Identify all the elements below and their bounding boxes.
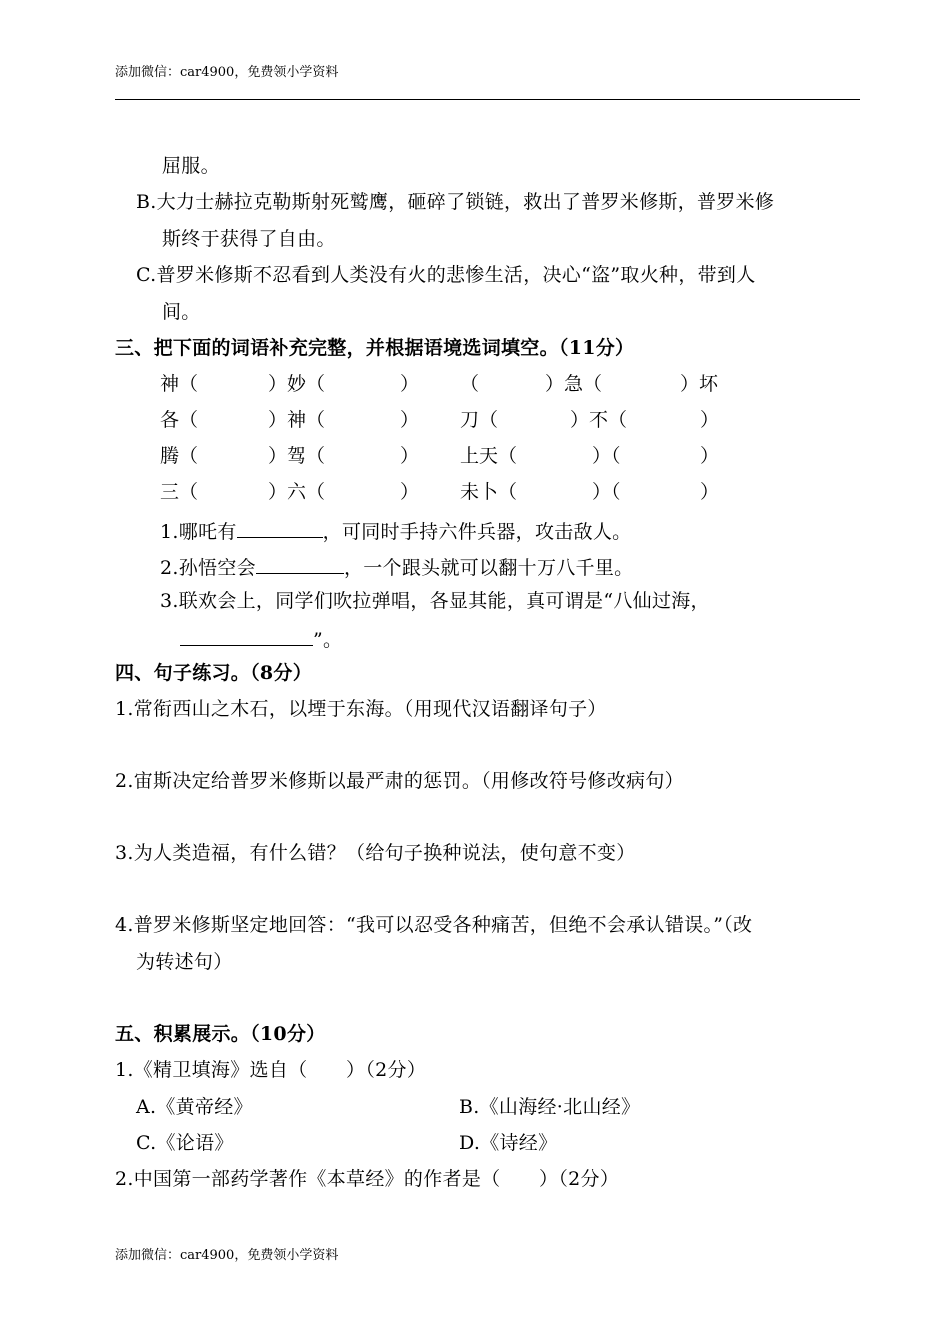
sentence-question-2: 2.宙斯决定给普罗米修斯以最严肃的惩罚。（用修改符号修改病句） <box>115 770 684 792</box>
idiom-cell: ） <box>700 445 720 467</box>
q2-text-before: 2.孙悟空会 <box>160 557 256 579</box>
sentence-question-1: 1.常衔西山之木石，以堙于东海。（用现代汉语翻译句子） <box>115 698 607 720</box>
idiom-cell: ）驾（ <box>268 445 326 467</box>
idiom-cell: ）不（ <box>570 409 628 431</box>
idiom-cell: ）（ <box>592 481 621 503</box>
page-footer: 添加微信：car4900，免费领小学资料 <box>115 1248 339 1263</box>
mc-option-b: B.《山海经·北山经》 <box>459 1096 641 1118</box>
fill-question-3-line2 <box>180 625 342 652</box>
idiom-cell: ）神（ <box>268 409 326 431</box>
idiom-cell: ） <box>400 409 420 431</box>
idiom-cell: 三（ <box>160 481 199 503</box>
q2-blank[interactable] <box>256 553 344 574</box>
fill-question-1 <box>160 517 631 544</box>
option-c-line1: C.普罗米修斯不忍看到人类没有火的悲惨生活，决心“盗”取火种，带到人 <box>136 264 756 286</box>
fill-question-2 <box>160 553 633 580</box>
mc-option-a: A.《黄帝经》 <box>136 1096 253 1118</box>
q1-text-before: 1.哪吒有 <box>160 521 237 543</box>
idiom-cell: ）急（ <box>545 373 603 395</box>
idiom-cell: ） <box>700 481 720 503</box>
sentence-question-4-line1: 4.普罗米修斯坚定地回答：“我可以忍受各种痛苦，但绝不会承认错误。”（改 <box>115 914 753 936</box>
section4-title: 四、句子练习。（8分） <box>115 662 313 684</box>
idiom-cell: 刀（ <box>460 409 499 431</box>
q3-blank[interactable] <box>180 625 313 646</box>
q1-blank[interactable] <box>237 517 323 538</box>
fill-question-3-line1: 3.联欢会上，同学们吹拉弹唱，各显其能，真可谓是“八仙过海， <box>160 590 710 612</box>
idiom-cell: （ <box>460 373 480 395</box>
idiom-cell: 神（ <box>160 373 199 395</box>
option-b-line2: 斯终于获得了自由。 <box>162 228 336 250</box>
mc-question-1: 1.《精卫填海》选自（ ）（2分） <box>115 1059 427 1081</box>
idiom-cell: 上天（ <box>460 445 518 467</box>
idiom-cell: ） <box>700 409 720 431</box>
idiom-cell: ） <box>400 445 420 467</box>
idiom-cell: ） <box>400 481 420 503</box>
idiom-cell: 未卜（ <box>460 481 518 503</box>
mc-option-d: D.《诗经》 <box>459 1132 558 1154</box>
q1-text-after: ，可同时手持六件兵器，攻击敌人。 <box>322 521 632 543</box>
idiom-cell: 腾（ <box>160 445 199 467</box>
option-b-line1: B.大力士赫拉克勒斯射死鹫鹰，砸碎了锁链，救出了普罗米修斯，普罗米修 <box>136 191 775 213</box>
mc-question-2: 2.中国第一部药学著作《本草经》的作者是（ ）（2分） <box>115 1168 620 1190</box>
section3-title: 三、把下面的词语补充完整，并根据语境选词填空。（11分） <box>115 337 635 359</box>
page-header: 添加微信：car4900，免费领小学资料 <box>115 65 339 80</box>
idiom-cell: ）坏 <box>680 373 719 395</box>
idiom-cell: ）妙（ <box>268 373 326 395</box>
sentence-question-3: 3.为人类造福，有什么错？（给句子换种说法，使句意不变） <box>115 842 636 864</box>
section5-title: 五、积累展示。（10分） <box>115 1023 326 1045</box>
idiom-cell: ） <box>400 373 420 395</box>
mc-option-c: C.《论语》 <box>136 1132 234 1154</box>
idiom-cell: 各（ <box>160 409 199 431</box>
option-a-continuation: 屈服。 <box>162 155 220 177</box>
idiom-cell: ）（ <box>592 445 621 467</box>
header-divider <box>115 99 860 100</box>
q2-text-after: ，一个跟头就可以翻十万八千里。 <box>343 557 634 579</box>
sentence-question-4-line2: 为转述句） <box>136 951 233 973</box>
idiom-cell: ）六（ <box>268 481 326 503</box>
option-c-line2: 间。 <box>162 301 201 323</box>
q3-text-after: ”。 <box>313 629 343 651</box>
